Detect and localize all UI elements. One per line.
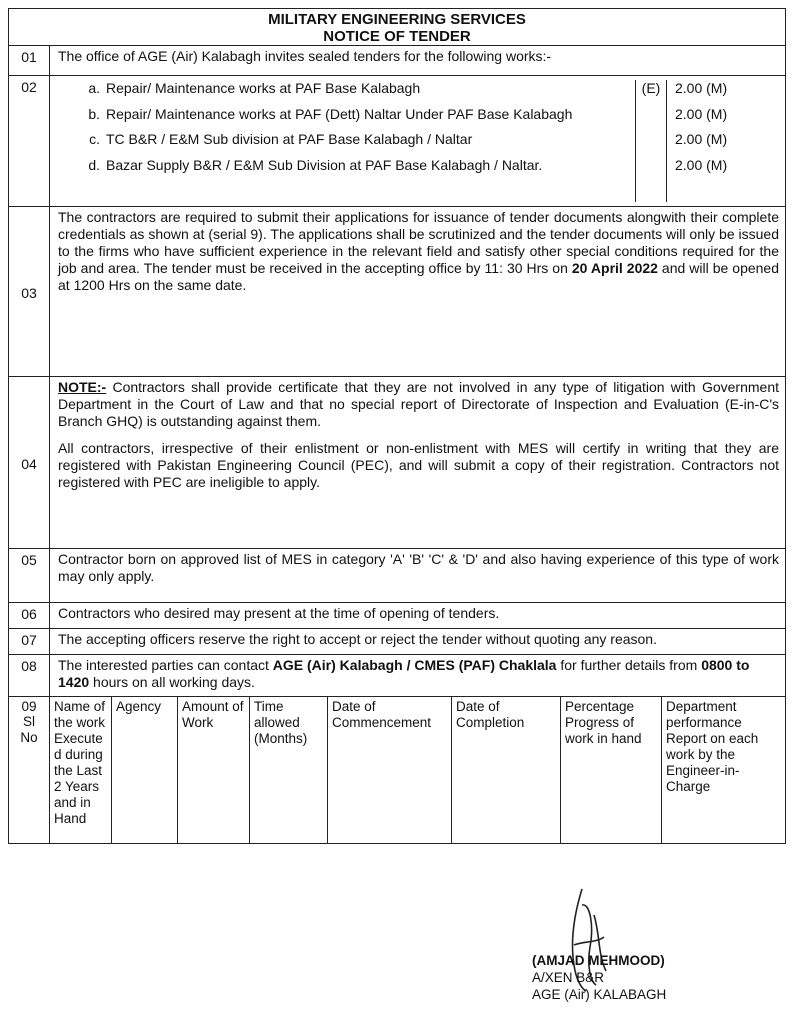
section-number: 05 bbox=[9, 549, 50, 603]
tender-notice bbox=[8, 8, 786, 844]
section-text bbox=[50, 377, 786, 549]
work-item: a. Repair/ Maintenance works at PAF Base Kalabagh (E) 2.00 (M) bbox=[50, 80, 785, 106]
notice-header bbox=[8, 8, 786, 45]
section-03 bbox=[9, 207, 786, 377]
section-text: The contractors are required to submit their applications for issuance of tender documents alongwith their complete credentials as shown at (serial 9). The applications shall be scrutinized and the tender documents will only be issued to the firms who have sufficient experience in the relevant field and satisfy other special conditions required for the job and area. The tender must be received in the accepting office by 11: 30 Hrs on 20 April 2022 and will be opened at 1200 Hrs on the same date. bbox=[50, 207, 786, 377]
work-description: TC B&R / E&M Sub division at PAF Base Kalabagh / Naltar bbox=[106, 131, 473, 148]
work-item: c. TC B&R / E&M Sub division at PAF Base Kalabagh / Naltar 2.00 (M) bbox=[50, 131, 785, 157]
column-agency: Agency bbox=[112, 697, 178, 843]
section-05 bbox=[9, 549, 786, 603]
work-description: Repair/ Maintenance works at PAF Base Kalabagh bbox=[106, 80, 421, 96]
section-text: Contractors who desired may present at the time of opening of tenders. bbox=[50, 603, 786, 629]
note-label: NOTE:- bbox=[58, 379, 107, 395]
column-performance-report: Department performance Report on each work by the Engineer-in-Charge bbox=[666, 699, 759, 794]
section-number: 08 bbox=[9, 655, 50, 697]
section-09 bbox=[9, 697, 786, 844]
signatory-designation: A/XEN B&R bbox=[532, 970, 605, 985]
notice-table bbox=[8, 45, 786, 844]
column-date-completion: Date of Completion bbox=[452, 697, 561, 843]
pec-paragraph: All contractors, irrespective of their enlistment or non-enlistment with MES will certify in writing that they are registered with Pakistan Engineering Council (PEC), and will submit a copy of their registration. Contractors not registered with PEC are ineligible to apply. bbox=[58, 440, 779, 490]
column-percentage-progress: Percentage Progress of work in hand bbox=[561, 697, 662, 843]
section-01 bbox=[9, 46, 786, 76]
section-number: 03 bbox=[9, 207, 50, 377]
work-amount: 2.00 (M) bbox=[675, 80, 728, 96]
work-amount: 2.00 (M) bbox=[675, 105, 728, 122]
column-date-commencement: Date of Commencement bbox=[328, 697, 452, 843]
work-amount: 2.00 (M) bbox=[675, 157, 728, 174]
work-item: b. Repair/ Maintenance works at PAF (Dett) Naltar Under PAF Base Kalabagh 2.00 (M) bbox=[50, 106, 785, 132]
work-amount: 2.00 (M) bbox=[675, 131, 728, 148]
tender-date: 20 April 2022 bbox=[571, 260, 658, 276]
section-number: 01 bbox=[9, 46, 50, 76]
work-description: Repair/ Maintenance works at PAF (Dett) Naltar Under PAF Base Kalabagh bbox=[106, 105, 573, 122]
section-number: 02 bbox=[9, 76, 50, 207]
section-04 bbox=[9, 377, 786, 549]
section-number: 04 bbox=[9, 377, 50, 549]
section-number-cell bbox=[9, 697, 50, 844]
signatory-office: AGE (Air) KALABAGH bbox=[532, 987, 667, 1002]
section-number: 07 bbox=[9, 629, 50, 655]
credentials-table bbox=[50, 697, 785, 843]
e-label: (E) bbox=[636, 80, 667, 202]
section-07 bbox=[9, 629, 786, 655]
org-name: MILITARY ENGINEERING SERVICES bbox=[268, 11, 526, 28]
note-paragraph: NOTE:- Contractors shall provide certificate that they are not involved in any type of litigation with Government Department in the Court of Law and that no special report of Directorate of Inspection and Evaluation (E-in-C's Branch GHQ) is outstanding against them. bbox=[58, 379, 779, 429]
section-text: Contractor born on approved list of MES in category 'A' 'B' 'C' & 'D' and also having experience of this type of work may only apply. bbox=[50, 549, 786, 603]
column-sl-no: Sl No bbox=[20, 714, 38, 745]
section-text: The accepting officers reserve the right to accept or reject the tender without quoting any reason. bbox=[50, 629, 786, 655]
section-text: The interested parties can contact AGE (Air) Kalabagh / CMES (PAF) Chaklala for further details from 0800 to 1420 hours on all working days. bbox=[50, 655, 786, 697]
signatory-name: (AMJAD MEHMOOD) bbox=[532, 953, 665, 968]
column-amount: Amount of Work bbox=[178, 697, 250, 843]
signature-block bbox=[532, 952, 666, 1003]
notice-title: NOTICE OF TENDER bbox=[323, 28, 471, 45]
work-item: d. Bazar Supply B&R / E&M Sub Division at PAF Base Kalabagh / Naltar. 2.00 (M) bbox=[50, 157, 785, 202]
column-name-of-work: Name of the work Execute d during the Last 2 Years and in Hand bbox=[50, 697, 112, 843]
section-text: The office of AGE (Air) Kalabagh invites sealed tenders for the following works:- bbox=[50, 46, 786, 76]
section-02 bbox=[9, 76, 786, 207]
contact-offices: AGE (Air) Kalabagh / CMES (PAF) Chaklala bbox=[272, 657, 557, 673]
section-06 bbox=[9, 603, 786, 629]
column-time-allowed: Time allowed (Months) bbox=[250, 697, 328, 843]
section-08 bbox=[9, 655, 786, 697]
section-number: 06 bbox=[9, 603, 50, 629]
contact-hours: 0800 to 1420 bbox=[58, 657, 750, 690]
works-list bbox=[50, 80, 785, 202]
section-number: 09 bbox=[21, 699, 37, 714]
work-description: Bazar Supply B&R / E&M Sub Division at PAF Base Kalabagh / Naltar. bbox=[106, 157, 543, 174]
